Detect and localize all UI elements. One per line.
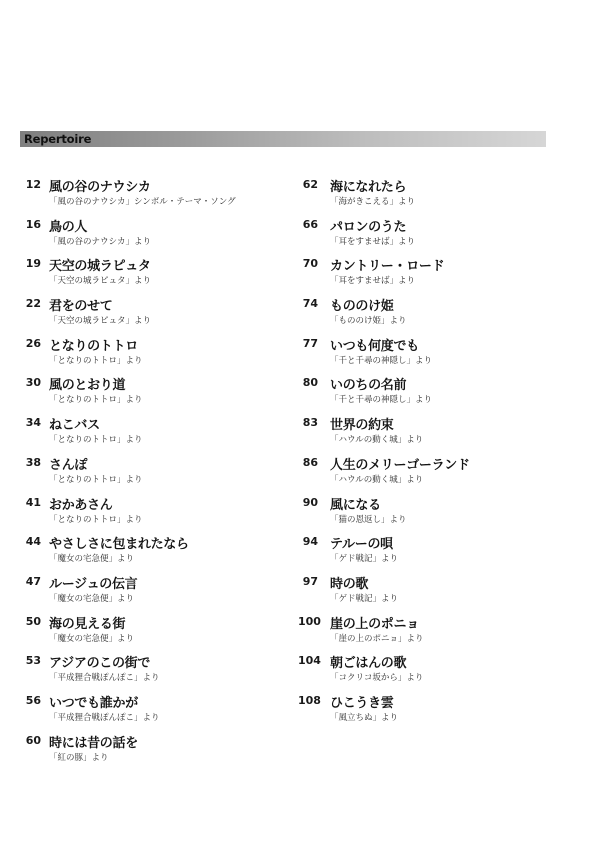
entry-song-title: 世界の約束	[330, 418, 394, 434]
repertoire-entry	[298, 256, 568, 296]
entry-source-note: 「となりのトトロ」より	[49, 435, 143, 446]
entry-source-note: 「ハウルの動く城」より	[330, 435, 424, 446]
entry-page-number: 34	[25, 416, 41, 430]
entry-source-note: 「千と千尋の神隠し」より	[330, 355, 433, 366]
entry-source-note: 「耳をすませば」より	[330, 276, 416, 287]
entry-page-number: 80	[302, 376, 318, 390]
entry-song-title: 時には昔の話を	[49, 735, 138, 751]
entry-song-title: 海になれたら	[330, 180, 407, 195]
entry-source-note: 「風立ちぬ」より	[330, 712, 399, 723]
entry-source-note: 「天空の城ラピュタ」より	[49, 276, 152, 287]
repertoire-entry	[20, 614, 290, 654]
entry-page-number: 16	[25, 217, 41, 231]
repertoire-entry	[20, 653, 290, 693]
entry-source-note: 「海がきこえる」より	[330, 197, 416, 207]
repertoire-entry	[298, 455, 568, 495]
repertoire-entry	[20, 455, 290, 495]
repertoire-entry	[298, 217, 568, 257]
entry-page-number: 83	[302, 416, 318, 430]
repertoire-entry	[298, 177, 568, 217]
entry-source-note: 「となりのトトロ」より	[49, 395, 143, 406]
entry-song-title: 君をのせて	[49, 299, 113, 315]
entry-page-number: 19	[25, 257, 41, 271]
entry-source-note: 「ゲド戦記」より	[330, 593, 399, 604]
entry-song-title: テルーの唄	[330, 537, 393, 553]
repertoire-entry	[20, 733, 290, 773]
repertoire-entry	[298, 336, 568, 376]
entry-source-note: 「ハウルの動く城」より	[330, 474, 424, 485]
entry-page-number: 12	[25, 178, 41, 191]
entry-page-number: 86	[302, 455, 318, 469]
entry-page-number: 60	[25, 733, 41, 747]
repertoire-entry	[20, 217, 290, 257]
repertoire-right-column	[298, 177, 568, 733]
entry-song-title: アジアのこの街で	[49, 656, 151, 672]
entry-source-note: 「魔女の宅急便」より	[49, 633, 135, 644]
repertoire-entry	[20, 256, 290, 296]
entry-song-title: やさしさに包まれたなら	[49, 537, 189, 553]
entry-page-number: 38	[25, 455, 41, 469]
repertoire-entry	[20, 574, 290, 614]
entry-page-number: 66	[302, 217, 318, 231]
repertoire-entry	[298, 296, 568, 336]
repertoire-entry	[20, 177, 290, 217]
repertoire-entry	[20, 495, 290, 535]
entry-song-title: 海の見える街	[49, 616, 126, 632]
repertoire-entry	[298, 415, 568, 455]
entry-song-title: 天空の城ラピュタ	[49, 259, 151, 275]
entry-song-title: ねこバス	[49, 418, 100, 434]
entry-source-note: 「魔女の宅急便」より	[49, 593, 135, 604]
entry-page-number: 26	[25, 336, 41, 350]
entry-page-number: 50	[25, 614, 41, 628]
entry-song-title: ひこうき雲	[330, 695, 394, 711]
entry-song-title: ルージュの伝言	[49, 576, 138, 592]
entry-source-note: 「魔女の宅急便」より	[49, 554, 135, 565]
repertoire-entry	[298, 375, 568, 415]
entry-song-title: 崖の上のポニョ	[330, 616, 419, 632]
repertoire-entry	[20, 693, 290, 733]
entry-source-note: 「風の谷のナウシカ」より	[49, 236, 152, 247]
entry-source-note: 「崖の上のポニョ」より	[330, 633, 424, 644]
section-header-bar	[20, 131, 546, 147]
entry-source-note: 「コクリコ坂から」より	[330, 673, 424, 684]
repertoire-entry	[20, 415, 290, 455]
entry-page-number: 97	[302, 574, 318, 588]
entry-song-title: もののけ姫	[330, 299, 394, 315]
entry-page-number: 47	[25, 574, 41, 588]
entry-song-title: いつも何度でも	[330, 338, 419, 354]
entry-song-title: 風になる	[330, 497, 381, 513]
entry-source-note: 「平成狸合戦ぽんぽこ」より	[49, 712, 160, 723]
entry-song-title: 鳥の人	[49, 219, 88, 235]
entry-song-title: さんぽ	[49, 457, 88, 473]
entry-song-title: いつでも誰かが	[49, 695, 138, 711]
entry-source-note: 「ゲド戦記」より	[330, 554, 399, 565]
entry-song-title: となりのトトロ	[49, 338, 138, 354]
entry-source-note: 「となりのトトロ」より	[49, 355, 143, 366]
entry-source-note: 「天空の城ラピュタ」より	[49, 316, 152, 327]
entry-source-note: 「もののけ姫」より	[330, 316, 407, 327]
entry-page-number: 53	[25, 654, 41, 668]
entry-page-number: 22	[25, 297, 41, 311]
entry-page-number: 77	[302, 336, 318, 350]
entry-song-title: カントリー・ロード	[330, 259, 445, 275]
entry-page-number: 70	[302, 257, 318, 271]
repertoire-entry	[20, 336, 290, 376]
entry-song-title: 人生のメリーゴーランド	[330, 457, 470, 473]
entry-page-number: 90	[302, 495, 318, 509]
entry-page-number: 44	[25, 535, 41, 549]
entry-song-title: おかあさん	[49, 497, 113, 513]
repertoire-entry	[298, 495, 568, 535]
entry-song-title: 時の歌	[330, 576, 369, 592]
repertoire-entry	[20, 375, 290, 415]
repertoire-entry	[20, 296, 290, 336]
entry-page-number: 74	[302, 297, 318, 311]
entry-source-note: 「となりのトトロ」より	[49, 474, 143, 485]
entry-page-number: 62	[302, 178, 318, 191]
entry-page-number: 104	[298, 654, 321, 668]
entry-source-note: 「となりのトトロ」より	[49, 514, 143, 525]
repertoire-entry	[298, 534, 568, 574]
repertoire-entry	[298, 614, 568, 654]
repertoire-entry	[298, 653, 568, 693]
repertoire-entry	[298, 693, 568, 733]
entry-page-number: 56	[25, 693, 41, 707]
entry-source-note: 「猫の恩返し」より	[330, 514, 407, 525]
entry-page-number: 94	[302, 535, 318, 549]
entry-song-title: いのちの名前	[330, 378, 407, 394]
entry-song-title: 朝ごはんの歌	[330, 656, 407, 672]
entry-page-number: 108	[298, 693, 321, 707]
entry-source-note: 「紅の豚」より	[49, 752, 109, 763]
entry-source-note: 「耳をすませば」より	[330, 236, 416, 247]
entry-page-number: 100	[298, 614, 321, 628]
entry-song-title: 風のとおり道	[49, 378, 126, 394]
repertoire-entry	[20, 534, 290, 574]
repertoire-left-column	[20, 177, 290, 772]
entry-source-note: 「平成狸合戦ぽんぽこ」より	[49, 673, 160, 684]
repertoire-entry	[298, 574, 568, 614]
entry-page-number: 30	[25, 376, 41, 390]
section-title: Repertoire	[24, 132, 92, 146]
entry-song-title: 風の谷のナウシカ	[49, 180, 151, 195]
entry-source-note: 「風の谷のナウシカ」シンボル・テーマ・ソング	[49, 197, 236, 207]
entry-page-number: 41	[25, 495, 41, 509]
entry-song-title: パロンのうた	[330, 219, 407, 235]
entry-source-note: 「千と千尋の神隠し」より	[330, 395, 433, 406]
